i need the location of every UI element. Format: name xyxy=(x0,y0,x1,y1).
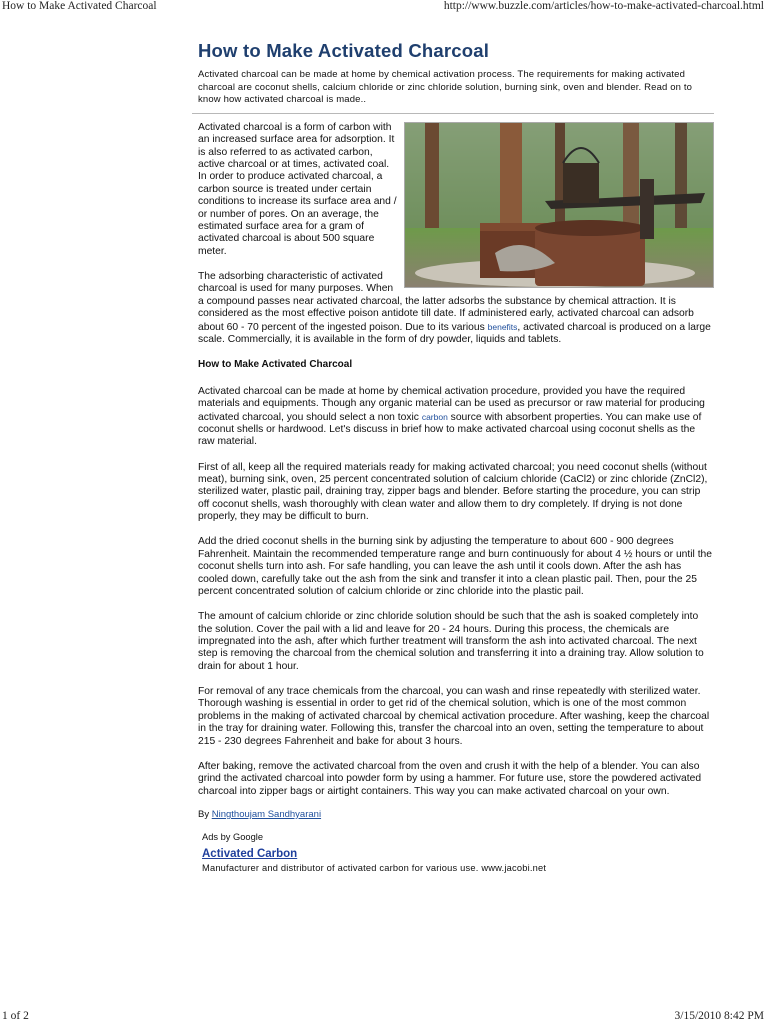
paragraph-3: Activated charcoal can be made at home by chemical activation procedure, provided you have the required materials and equipments. Though any organic material can be used as precursor or raw material for producing activated charcoal, you should select a non toxic carbon source with absorbent properties. You can make use of coconut shells or hardwood. Let's discuss in brief how to make activated charcoal using coconut shells as the raw material. xyxy=(198,385,705,448)
article-intro: Activated charcoal can be made at home by chemical activation process. The requirements for making activated charcoal are coconut shells, calcium chloride or zinc chloride solution, burning sink, oven and blender. Read on to know how activated charcoal is made.. xyxy=(198,69,693,106)
article xyxy=(198,40,714,873)
paragraph-4: First of all, keep all the required materials ready for making activated charcoal; you need coconut shells (without meat), burning sink, oven, 25 percent concentrated solution of calcium chloride (CaCl2) or zinc chloride (ZnCl2), sterilized water, plastic pail, draining tray, zipper bags and blender. Before starting the procedure, you can strip off coconut shells, wash thoroughly with clean water and allow them to dry completely. If drying is not done properly, they may be difficult to burn. xyxy=(198,461,708,523)
paragraph-6: The amount of calcium chloride or zinc chloride solution should be such that the ash is soaked completely into the solution. Cover the pail with a lid and leave for 20 - 24 hours. During this process, the chemicals are impregnated into the ash, after which further treatment will transform the ash into activated charcoal. The next step is removing the charcoal from the chemical solution and transferring it into a draining tray. Allow solution to drain for about 1 hour. xyxy=(198,611,704,672)
ad-title-link[interactable]: Activated Carbon xyxy=(202,847,298,860)
article-body xyxy=(198,122,714,798)
paragraph-5: Add the dried coconut shells in the burning sink by adjusting the temperature to about 600 - 900 degrees Fahrenheit. Maintain the recommended temperature range and burn continuously for about 4 ½ hours or until the coconut shells turn into ash. For safe handling, you can leave the ash until it cools down. After the ash has cooled down, carefully take out the ash from the sink and transfer it into a clean plastic pail. Then, pour the 25 percent concentrated solution of calcium chloride or zinc chloride into the plastic pail. xyxy=(198,536,713,597)
ad-description: Manufacturer and distributor of activated carbon for various use. www.jacobi.net xyxy=(202,862,547,873)
byline: By Ningthoujam Sandhyarani xyxy=(198,808,322,820)
paragraph-8: After baking, remove the activated charcoal from the oven and crush it with the help of a blender. You can also grind the activated charcoal into powder form by using a hammer. For future use, store the powdered activated charcoal into zipper bags or airtight containers. This way you can make activated charcoal on your own. xyxy=(198,760,702,797)
author-link[interactable]: Ningthoujam Sandhyarani xyxy=(211,808,322,820)
print-header-title: How to Make Activated Charcoal xyxy=(2,0,157,12)
paragraph-1: Activated charcoal is a form of carbon with an increased surface area for adsorption. It is also referred to as activated carbon, active charcoal or at times, activated coal. In order to produce activated charcoal, a carbon source is treated under certain conditions to increase its surface area and / or number of pores. On an average, the estimated surface area for a gram of activated charcoal is about 500 square meter. xyxy=(198,121,397,257)
print-footer-page: 1 of 2 xyxy=(2,1010,29,1022)
ads-heading: Ads by Google xyxy=(202,831,263,842)
print-footer-datetime: 3/15/2010 8:42 PM xyxy=(674,1010,764,1022)
paragraph-7: For removal of any trace chemicals from the charcoal, you can wash and rinse repeatedly with sterilized water. Thorough washing is essential in order to get rid of the chemical solution, which is one of the most common problems in the making of activated charcoal by chemical activation procedure. After washing, keep the charcoal in the tray for draining water. Following this, transfer the charcoal into an oven, setting the temperature to about 215 - 230 degrees Fahrenheit and bake for about 3 hours. xyxy=(198,686,710,747)
paragraph-2: The adsorbing characteristic of activated charcoal is used for many purposes. When a compound passes near activated charcoal, the latter adsorbs the substance by chemical attraction. It is considered as the most effective poison antidote till date. If administered early, activated charcoal can adsorb about 60 - 70 percent of the ingested poison. Due to its various benefits, activated charcoal is produced on a large scale. Commercially, it is available in the form of dry powder, liquids and tablets. xyxy=(198,271,711,346)
benefits-link[interactable]: benefits xyxy=(487,321,518,332)
print-header-url: http://www.buzzle.com/articles/how-to-make-activated-charcoal.html xyxy=(443,0,764,12)
article-title: How to Make Activated Charcoal xyxy=(198,40,490,61)
carbon-link[interactable]: carbon xyxy=(421,411,448,422)
divider xyxy=(192,113,714,114)
charcoal-burner-photo xyxy=(404,122,714,288)
section-heading: How to Make Activated Charcoal xyxy=(198,359,353,371)
